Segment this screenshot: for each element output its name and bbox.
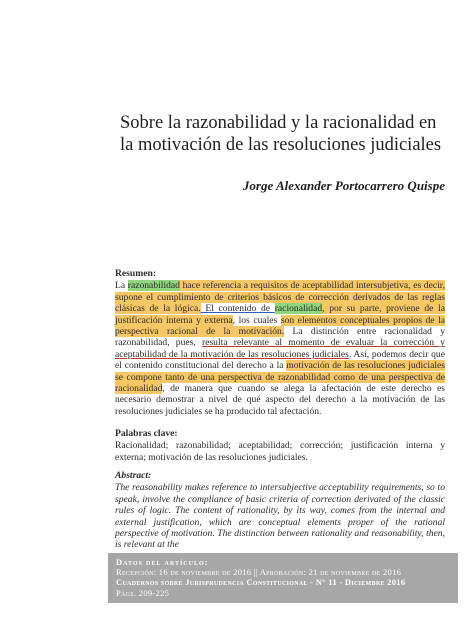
palabras-clave-heading: Palabras clave: (115, 428, 178, 439)
page-range: Págs. 209-225 (116, 587, 170, 598)
highlight-racionalidad: racionalidad (274, 303, 323, 315)
highlight-razonabilidad: razonabilidad (127, 280, 180, 292)
underline-relevante: resulta relevante al momento de evaluar la corrección y aceptabilidad de la motivación de las resoluciones judiciales (115, 337, 445, 360)
resumen-section (115, 268, 445, 417)
author-name: Jorge Alexander Portocarrero Quispe (242, 178, 445, 193)
underline-contenido: El contenido de (200, 303, 275, 315)
resumen-text[interactable] (115, 280, 445, 417)
highlight-elementos: son elementos conceptuales propios de la perspectiva racional de la motivación. (115, 314, 445, 338)
resumen-heading: Resumen: (115, 268, 157, 279)
journal-name: Cuadernos sobre Jurisprudencia Constitucional - N° 11 - Diciembre 2016 (116, 577, 406, 588)
resumen-run: , de manera que cuando se alega la afectación de este derecho es necesario demostrar a nivel de qué aspecto del derecho a la motivación de las resoluciones judiciales se ha producido tal afectación. (115, 383, 445, 417)
abstract-text[interactable]: The reasonability makes reference to intersubjective acceptability requirements, so to speak, involve the compliance of basic criteria of correction derivated of the classic rules of logic. The content of rationality, by its way, comes from the internal and external justification, which are conceptual elements proper of the rational perspective of motivation. The distinction between rationality and reasonability, then, is relevant at the (115, 482, 445, 551)
resumen-run: La (115, 280, 128, 292)
highlight-justificacion: , por su parte, proviene de la justificación interna y externa (115, 303, 445, 326)
highlight-motivacion: motivación de las resoluciones judiciales se compone tanto de una perspectiva de razonabilidad como de una perspectiva de racionalidad (115, 360, 445, 395)
palabras-clave-section (115, 428, 445, 463)
article-data-box (108, 553, 458, 603)
resumen-run: . Así, podemos decir que el contenido constitucional del derecho a la (115, 348, 445, 372)
resumen-run: La distinción entre racionalidad y razonabilidad, pues, (115, 326, 445, 349)
palabras-clave-text[interactable]: Racionalidad; razonabilidad; aceptabilidad; corrección; justificación interna y externa; motivación de las resoluciones judiciales. (115, 440, 445, 463)
abstract-section (115, 470, 445, 551)
resumen-run: , los cuales (232, 314, 281, 326)
datos-heading: Datos del artículo: (116, 557, 209, 567)
reception-dates: Recepción: 16 de noviembre de 2016 || Aprobación: 21 de noviembre de 2016 (116, 567, 402, 578)
abstract-heading: Abstract: (115, 470, 152, 481)
article-title: Sobre la razonabilidad y la racionalidad en la motivación de las resoluciones judiciales (120, 113, 442, 155)
highlight-definition: hace referencia a requisitos de aceptabilidad intersubjetiva, es decir, supone el cumplimiento de criterios básicos de corrección derivados de las reglas clásicas de la lógica. (115, 280, 445, 315)
